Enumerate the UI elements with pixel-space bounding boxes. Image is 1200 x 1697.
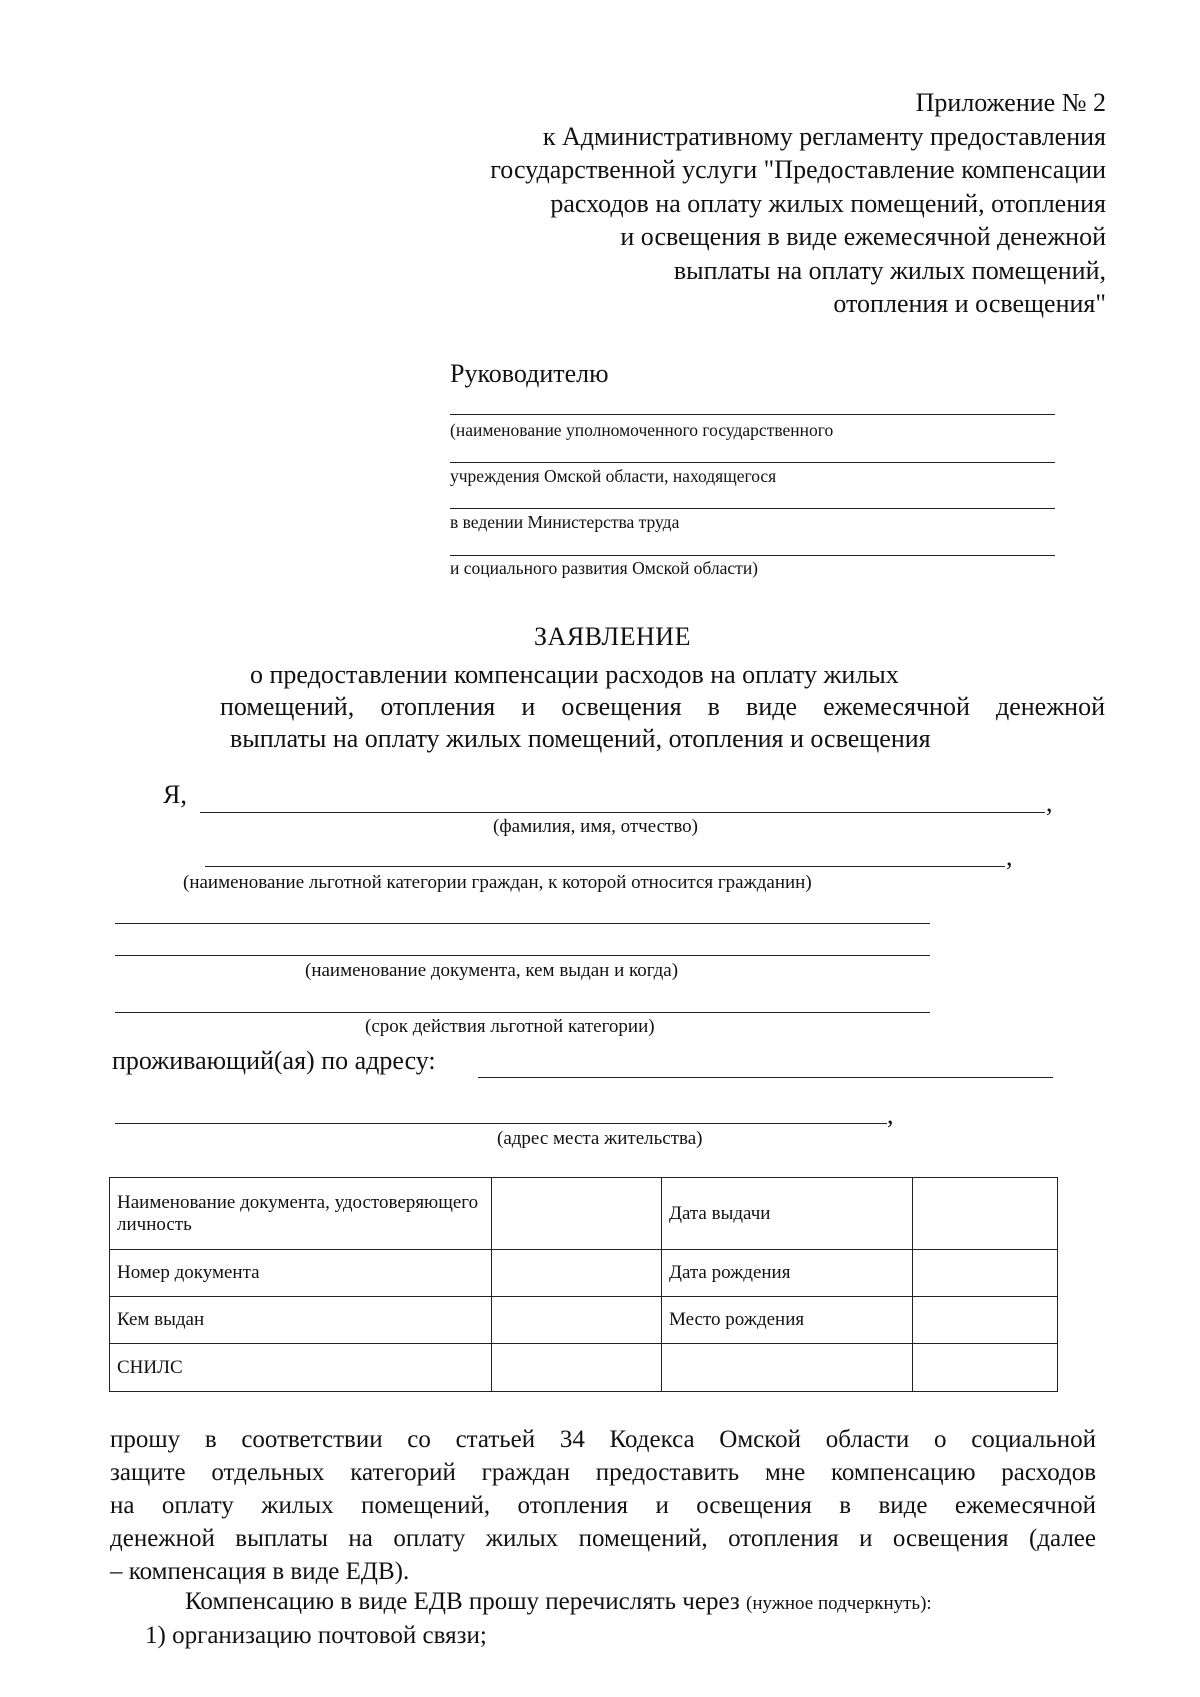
birth-place-label: Место рождения <box>662 1297 913 1344</box>
annex-line: и освещения в виде ежемесячной денежной <box>620 222 1106 251</box>
statement-subtitle-line: помещений, отопления и освещения в виде ежемесячной денежной <box>220 692 1105 721</box>
identity-document-table <box>109 1177 1058 1392</box>
request-line: прошу в соответствии со статьей 34 Кодекса Омской области о социальной <box>110 1426 1096 1453</box>
request-line: защите отдельных категорий граждан предоставить мне компенсацию расходов <box>110 1459 1096 1486</box>
snils-label: СНИЛС <box>110 1344 492 1392</box>
issued-by-label: Кем выдан <box>110 1297 492 1344</box>
document-caption: (наименование документа, кем выдан и когда) <box>305 960 679 981</box>
issue-date-label: Дата выдачи <box>662 1178 913 1250</box>
recipient-title: Руководителю <box>450 359 609 388</box>
request-line: на оплату жилых помещений, отопления и освещения в виде ежемесячной <box>110 1492 1096 1519</box>
i-label: Я, <box>163 780 187 809</box>
request-line: денежной выплаты на оплату жилых помещений, отопления и освещения (далее <box>110 1525 1096 1552</box>
annex-line: государственной услуги "Предоставление компенсации <box>490 155 1106 184</box>
doc-number-value[interactable] <box>492 1250 662 1297</box>
transfer-text: Компенсацию в виде ЕДВ прошу перечислять через <box>185 1588 740 1615</box>
address-comma: , <box>887 1100 894 1129</box>
request-paragraph <box>110 1423 1096 1588</box>
empty-cell[interactable] <box>913 1344 1058 1392</box>
recipient-fill-line[interactable] <box>450 508 1055 509</box>
issued-by-value[interactable] <box>492 1297 662 1344</box>
recipient-fill-line[interactable] <box>450 555 1055 556</box>
doc-name-label: Наименование документа, удостоверяющего личность <box>110 1178 492 1250</box>
fio-comma: , <box>1046 788 1053 817</box>
category-input-line[interactable] <box>205 866 1005 867</box>
annex-line: к Административному регламенту предоставления <box>542 121 1106 151</box>
recipient-fill-line[interactable] <box>450 414 1055 415</box>
period-caption: (срок действия льготной категории) <box>365 1016 655 1037</box>
recipient-caption: учреждения Омской области, находящегося <box>450 466 777 486</box>
annex-line: Приложение № 2 <box>915 88 1106 117</box>
transfer-note: (нужное подчеркнуть): <box>746 1593 932 1614</box>
birth-date-value[interactable] <box>913 1250 1058 1297</box>
statement-title: ЗАЯВЛЕНИЕ <box>534 622 691 651</box>
address-label: проживающий(ая) по адресу: <box>112 1046 436 1075</box>
empty-cell[interactable] <box>662 1344 913 1392</box>
table-row <box>110 1178 1058 1250</box>
issue-date-value[interactable] <box>913 1178 1058 1250</box>
address-input-line[interactable] <box>115 1123 887 1124</box>
table-row <box>110 1250 1058 1297</box>
birth-date-label: Дата рождения <box>662 1250 913 1297</box>
doc-number-label: Номер документа <box>110 1250 492 1297</box>
annex-line: расходов на оплату жилых помещений, отопления <box>550 188 1106 218</box>
request-line: – компенсация в виде ЕДВ). <box>110 1558 410 1585</box>
category-caption: (наименование льготной категории граждан, к которой относится гражданин) <box>183 872 812 893</box>
birth-place-value[interactable] <box>913 1297 1058 1344</box>
period-input-line[interactable] <box>115 1012 930 1013</box>
doc-name-value[interactable] <box>492 1178 662 1250</box>
document-input-line[interactable] <box>115 923 930 924</box>
address-input-line[interactable] <box>478 1077 1053 1078</box>
recipient-fill-line[interactable] <box>450 462 1055 463</box>
fio-input-line[interactable] <box>200 812 1045 813</box>
table-row <box>110 1344 1058 1392</box>
category-comma: , <box>1006 842 1013 871</box>
address-caption: (адрес места жительства) <box>497 1128 703 1149</box>
annex-header <box>490 86 1106 321</box>
option-post-office[interactable]: 1) организацию почтовой связи; <box>145 1622 487 1649</box>
annex-line: выплаты на оплату жилых помещений, <box>673 255 1106 285</box>
recipient-caption: и социального развития Омской области) <box>450 558 759 578</box>
statement-subtitle-line: выплаты на оплату жилых помещений, отопления и освещения <box>230 724 931 753</box>
recipient-caption: в ведении Министерства труда <box>450 512 680 532</box>
snils-value[interactable] <box>492 1344 662 1392</box>
table-row <box>110 1297 1058 1344</box>
fio-caption: (фамилия, имя, отчество) <box>493 816 699 837</box>
transfer-line <box>185 1588 932 1616</box>
annex-line: отопления и освещения" <box>833 289 1106 318</box>
statement-subtitle-line: о предоставлении компенсации расходов на оплату жилых <box>250 660 899 689</box>
document-input-line[interactable] <box>115 955 930 956</box>
recipient-caption: (наименование уполномоченного государственного <box>450 420 834 440</box>
